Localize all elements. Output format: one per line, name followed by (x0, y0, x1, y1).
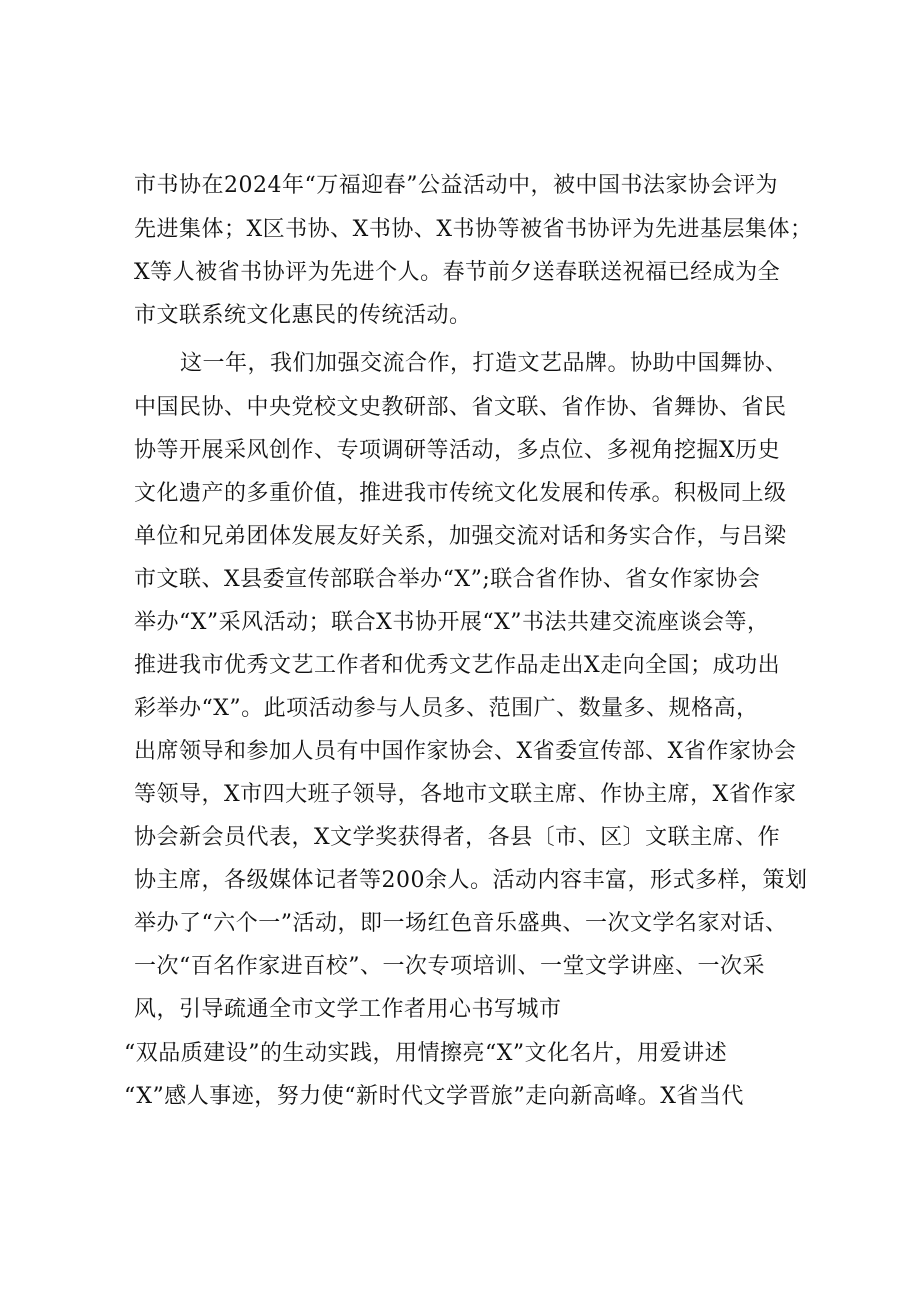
body-text-line: 风，引导疏通全市文学工作者用心书写城市 (134, 997, 562, 1022)
body-text-line: X等人被省书协评为先进个人。春节前夕送春联送祝福已经成为全 (134, 260, 781, 285)
body-text-line: 协等开展采风创作、专项调研等活动，多点位、多视角挖掘X历史 (134, 438, 781, 463)
body-text-line: 推进我市优秀文艺工作者和优秀文艺作品走出X走向全国；成功出 (134, 653, 781, 678)
body-text-line: 单位和兄弟团体发展友好关系，加强交流对话和务实合作，与吕梁 (134, 524, 787, 549)
body-text-line: 协会新会员代表，X文学奖获得者，各县〔市、区〕文联主席、作 (134, 825, 781, 850)
body-text-line: 等领导，X市四大班子领导，各地市文联主席、作协主席，X省作家 (134, 782, 797, 807)
body-text-line: 市文联系统文化惠民的传统活动。 (134, 303, 472, 328)
body-text-line: “双品质建设”的生动实践，用情擦亮“X”文化名片，用爱讲述 (124, 1041, 728, 1066)
body-text-line: 出席领导和参加人员有中国作家协会、X省委宣传部、X省作家协会 (134, 739, 797, 764)
body-text-line: 市书协在2024年“万福迎春”公益活动中，被中国书法家协会评为 (134, 173, 778, 198)
body-text-line: 市文联、X县委宣传部联合举办“X”;联合省作协、省女作家协会 (134, 567, 761, 592)
body-text-line: 先进集体；X区书协、X书协、X书协等被省书协评为先进基层集体； (134, 217, 813, 242)
paragraph-first-line: 这一年，我们加强交流合作，打造文艺品牌。协助中国舞协、 (180, 351, 788, 376)
body-text-line: 举办“X”采风活动；联合X书协开展“X”书法共建交流座谈会等， (134, 610, 770, 635)
body-text-line: 举办了“六个一”活动，即一场红色音乐盛典、一次文学名家对话、 (134, 911, 788, 936)
body-text-line: 彩举办“X”。此项活动参与人员多、范围广、数量多、规格高， (134, 696, 759, 721)
body-text-line: 协主席，各级媒体记者等200余人。活动内容丰富，形式多样，策划 (134, 868, 808, 893)
body-text-line: 一次“百名作家进百校”、一次专项培训、一堂文学讲座、一次采 (134, 954, 765, 979)
body-text-line: “X”感人事迹，努力使“新时代文学晋旅”走向新高峰。X省当代 (124, 1084, 744, 1109)
body-text-line: 中国民协、中央党校文史教研部、省文联、省作协、省舞协、省民 (134, 395, 787, 420)
body-text-line: 文化遗产的多重价值，推进我市传统文化发展和传承。积极同上级 (134, 481, 787, 506)
